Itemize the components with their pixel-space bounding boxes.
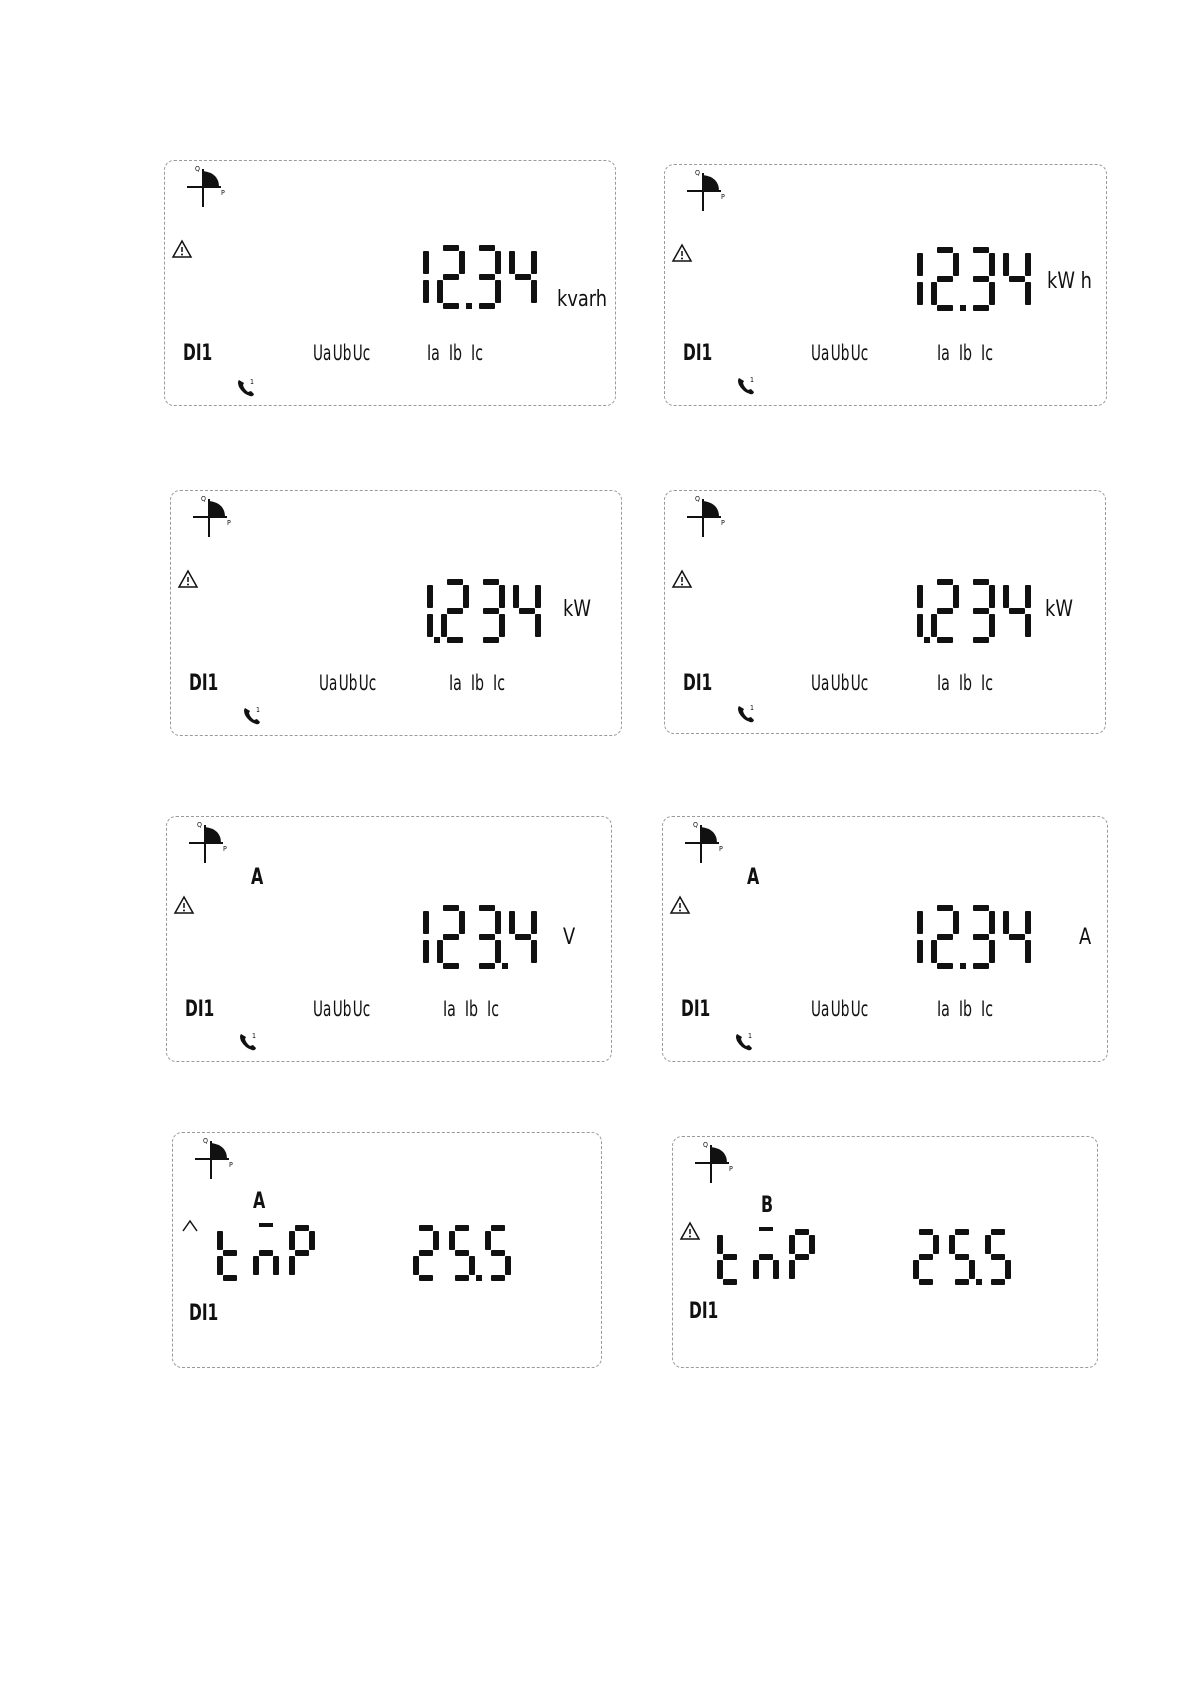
decimal-point	[476, 1275, 482, 1281]
main-reading	[401, 905, 541, 973]
ub-label: Ub	[830, 997, 850, 1021]
digit-1	[423, 911, 429, 963]
main-reading	[895, 905, 1035, 973]
digit-2	[437, 905, 465, 969]
digit-3	[973, 905, 995, 969]
ic-label: Ic	[981, 997, 994, 1021]
warning-icon	[179, 1217, 201, 1237]
digit-2	[441, 579, 469, 643]
lcd-panel-voltage	[166, 816, 612, 1062]
digit-2	[413, 1225, 439, 1281]
digit-4	[509, 911, 537, 963]
char-t	[217, 1231, 237, 1281]
svg-text:Q: Q	[195, 165, 200, 173]
ic-label: Ic	[981, 671, 994, 695]
main-reading	[405, 579, 545, 647]
digit-2	[931, 905, 959, 969]
digit-1	[917, 911, 923, 963]
voltage-phase-labels	[313, 341, 372, 365]
temperature-label	[717, 1229, 827, 1289]
quadrant-icon	[681, 819, 725, 865]
digit-1	[917, 253, 923, 305]
ib-label: Ib	[958, 671, 973, 695]
digital-input-label: DI1	[681, 997, 711, 1022]
svg-text:Q: Q	[203, 1137, 208, 1145]
overline-mark	[759, 1227, 773, 1231]
warning-icon	[173, 895, 195, 915]
decimal-point	[434, 637, 440, 643]
digital-input-label: DI1	[189, 1301, 219, 1326]
svg-text:P: P	[221, 189, 225, 197]
svg-text:1: 1	[750, 704, 755, 712]
phone-icon	[733, 1031, 755, 1053]
main-reading	[401, 245, 541, 313]
digit-3	[483, 579, 505, 643]
warning-icon	[671, 569, 693, 589]
temperature-reading	[413, 1225, 523, 1285]
ib-label: Ib	[448, 341, 463, 365]
uc-label: Uc	[850, 997, 869, 1021]
char-n	[253, 1250, 279, 1275]
phase-indicator: A	[253, 1189, 266, 1214]
current-phase-labels	[449, 671, 514, 695]
digital-input-label: DI1	[689, 1299, 719, 1324]
current-phase-labels	[937, 341, 1002, 365]
phone-icon	[241, 705, 263, 727]
warning-icon	[671, 243, 693, 263]
ia-label: Ia	[937, 341, 950, 365]
ic-label: Ic	[471, 341, 484, 365]
overline-mark	[259, 1223, 273, 1227]
decimal-point	[960, 305, 966, 311]
digit-4	[513, 585, 541, 637]
quadrant-icon	[683, 493, 727, 539]
phase-indicator: A	[747, 865, 760, 890]
digit-2	[931, 579, 959, 643]
uc-label: Uc	[352, 997, 371, 1021]
quadrant-icon	[683, 167, 727, 213]
svg-text:P: P	[729, 1165, 733, 1173]
ia-label: Ia	[937, 671, 950, 695]
digit-3	[973, 247, 995, 311]
temperature-reading	[913, 1229, 1023, 1289]
warning-icon	[177, 569, 199, 589]
svg-text:Q: Q	[693, 821, 698, 829]
ua-label: Ua	[313, 997, 332, 1021]
digit-1	[917, 585, 923, 637]
svg-text:Q: Q	[695, 495, 700, 503]
current-phase-labels	[937, 671, 1002, 695]
ua-label: Ua	[811, 341, 830, 365]
digit-4	[1003, 911, 1031, 963]
svg-text:1: 1	[748, 1032, 753, 1040]
unit-label: V	[563, 925, 576, 950]
warning-icon	[679, 1221, 701, 1241]
svg-text:P: P	[721, 519, 725, 527]
phone-icon	[235, 377, 257, 399]
phase-indicator: B	[761, 1193, 774, 1218]
ic-label: Ic	[493, 671, 506, 695]
phone-icon	[735, 703, 757, 725]
digit-4	[509, 251, 537, 303]
ia-label: Ia	[449, 671, 462, 695]
svg-text:1: 1	[250, 378, 255, 386]
char-n	[753, 1254, 779, 1279]
digit-2	[437, 245, 465, 309]
svg-text:Q: Q	[703, 1141, 708, 1149]
svg-text:1: 1	[256, 706, 261, 714]
temperature-label	[217, 1225, 327, 1285]
lcd-panel-temp-b	[672, 1136, 1098, 1368]
ub-label: Ub	[332, 997, 352, 1021]
unit-label: kW	[563, 597, 591, 622]
uc-label: Uc	[358, 671, 377, 695]
svg-text:Q: Q	[201, 495, 206, 503]
digit-5	[949, 1229, 975, 1285]
ub-label: Ub	[830, 341, 850, 365]
svg-text:Q: Q	[197, 821, 202, 829]
digit-1	[427, 585, 433, 637]
ib-label: Ib	[958, 997, 973, 1021]
digit-2	[931, 247, 959, 311]
ib-label: Ib	[470, 671, 485, 695]
svg-text:1: 1	[252, 1032, 257, 1040]
char-t	[717, 1235, 737, 1285]
ub-label: Ub	[830, 671, 850, 695]
voltage-phase-labels	[319, 671, 378, 695]
voltage-phase-labels	[313, 997, 372, 1021]
unit-label: kvarh	[557, 287, 608, 312]
digital-input-label: DI1	[185, 997, 215, 1022]
digital-input-label: DI1	[683, 341, 713, 366]
digital-input-label: DI1	[189, 671, 219, 696]
digit-5	[485, 1225, 511, 1281]
ia-label: Ia	[427, 341, 440, 365]
lcd-panel-current	[662, 816, 1108, 1062]
ib-label: Ib	[958, 341, 973, 365]
unit-label: kW	[1045, 597, 1073, 622]
quadrant-icon	[191, 1135, 235, 1181]
warning-icon	[171, 239, 193, 259]
unit-label: A	[1079, 925, 1092, 950]
ua-label: Ua	[319, 671, 338, 695]
phone-icon	[237, 1031, 259, 1053]
quadrant-icon	[185, 819, 229, 865]
digit-4	[1003, 585, 1031, 637]
ia-label: Ia	[937, 997, 950, 1021]
ua-label: Ua	[811, 671, 830, 695]
main-reading	[895, 579, 1035, 647]
svg-text:1: 1	[750, 376, 755, 384]
digital-input-label: DI1	[683, 671, 713, 696]
current-phase-labels	[443, 997, 508, 1021]
current-phase-labels	[427, 341, 492, 365]
ic-label: Ic	[487, 997, 500, 1021]
voltage-phase-labels	[811, 341, 870, 365]
phone-icon	[735, 375, 757, 397]
lcd-panel-kvarh	[164, 160, 616, 406]
main-reading	[895, 247, 1035, 315]
ic-label: Ic	[981, 341, 994, 365]
uc-label: Uc	[850, 671, 869, 695]
decimal-point	[976, 1279, 982, 1285]
quadrant-icon	[189, 493, 233, 539]
current-phase-labels	[937, 997, 1002, 1021]
svg-text:P: P	[223, 845, 227, 853]
uc-label: Uc	[850, 341, 869, 365]
digit-2	[913, 1229, 939, 1285]
decimal-point	[960, 963, 966, 969]
svg-text:P: P	[719, 845, 723, 853]
svg-text:P: P	[721, 193, 725, 201]
unit-label: kW h	[1047, 269, 1092, 294]
voltage-phase-labels	[811, 671, 870, 695]
voltage-phase-labels	[811, 997, 870, 1021]
char-P	[789, 1229, 815, 1279]
digit-3	[479, 905, 501, 969]
ub-label: Ub	[332, 341, 352, 365]
lcd-panel-temp-a	[172, 1132, 602, 1368]
digit-3	[973, 579, 995, 643]
ia-label: Ia	[443, 997, 456, 1021]
quadrant-icon	[691, 1139, 735, 1185]
digit-1	[423, 251, 429, 303]
warning-icon	[669, 895, 691, 915]
decimal-point	[502, 963, 508, 969]
svg-text:P: P	[229, 1161, 233, 1169]
char-P	[289, 1225, 315, 1275]
ib-label: Ib	[464, 997, 479, 1021]
decimal-point	[924, 637, 930, 643]
digital-input-label: DI1	[183, 341, 213, 366]
svg-text:P: P	[227, 519, 231, 527]
phase-indicator: A	[251, 865, 264, 890]
lcd-panel-kw-2	[664, 490, 1106, 734]
ub-label: Ub	[338, 671, 358, 695]
lcd-panel-kw-1	[170, 490, 622, 736]
digit-5	[985, 1229, 1011, 1285]
ua-label: Ua	[811, 997, 830, 1021]
quadrant-icon	[183, 163, 227, 209]
digit-3	[479, 245, 501, 309]
decimal-point	[466, 303, 472, 309]
digit-5	[449, 1225, 475, 1281]
uc-label: Uc	[352, 341, 371, 365]
lcd-panel-kwh	[664, 164, 1107, 406]
digit-4	[1003, 253, 1031, 305]
ua-label: Ua	[313, 341, 332, 365]
svg-text:Q: Q	[695, 169, 700, 177]
